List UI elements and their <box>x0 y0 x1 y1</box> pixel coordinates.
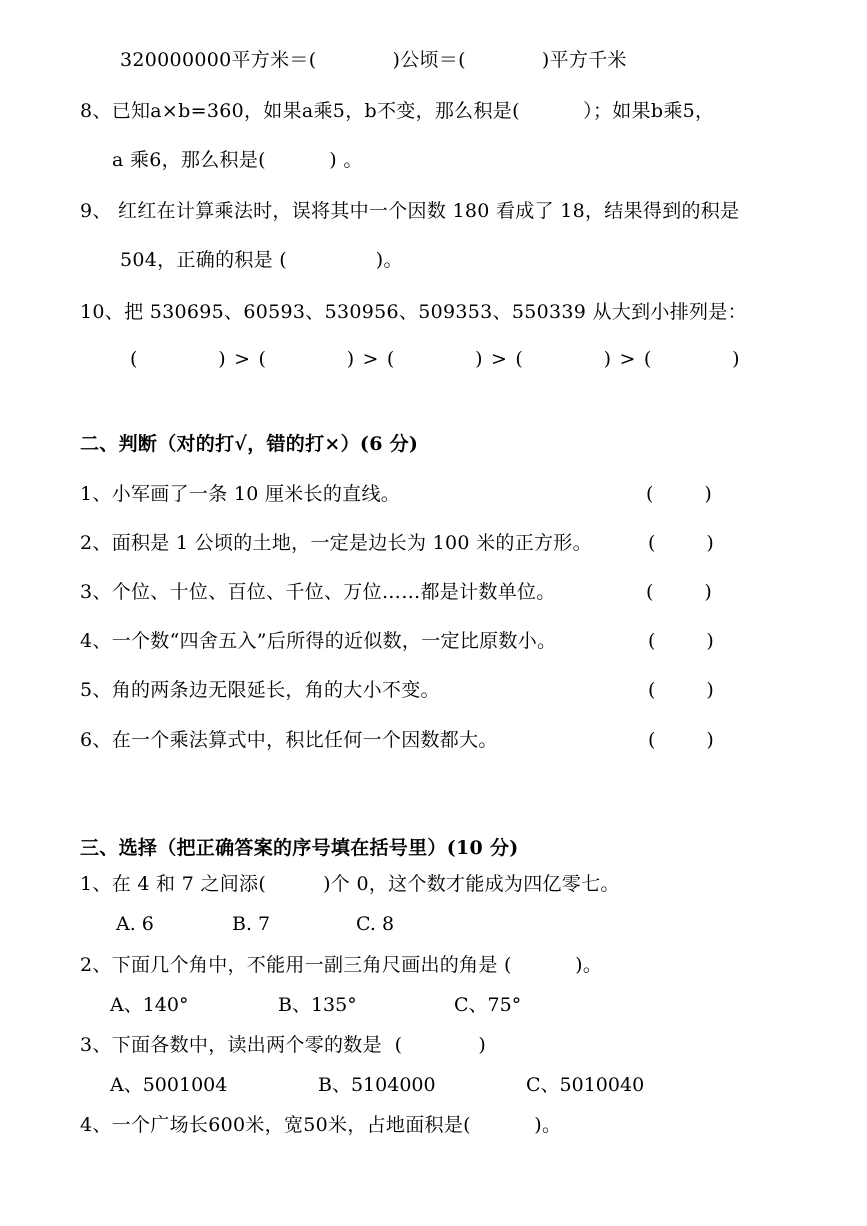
judge-item-5-bracket[interactable]: ( ) <box>648 679 715 701</box>
judge-item-3: 3、个位、十位、百位、千位、万位……都是计数单位。 <box>80 581 556 603</box>
judge-item-6: 6、在一个乘法算式中，积比任何一个因数都大。 <box>80 729 498 751</box>
question-9-line-1: 9、 红红在计算乘法时，误将其中一个因数 180 看成了 18，结果得到的积是 <box>80 200 740 222</box>
choice-q3-option-c[interactable]: C、5010040 <box>526 1074 645 1096</box>
judge-item-3-bracket[interactable]: ( ) <box>646 581 713 603</box>
question-9-line-2: 504，正确的积是 ( )。 <box>120 249 403 271</box>
choice-q1-option-b[interactable]: B. 7 <box>232 913 271 935</box>
judge-item-4: 4、一个数“四舍五入”后所得的近似数，一定比原数小。 <box>80 630 557 652</box>
choice-q2-option-c[interactable]: C、75° <box>454 994 522 1016</box>
choice-question-1: 1、在 4 和 7 之间添( )个 0，这个数才能成为四亿零七。 <box>80 873 620 895</box>
judge-item-6-bracket[interactable]: ( ) <box>648 729 715 751</box>
choice-q2-option-b[interactable]: B、135° <box>278 994 357 1016</box>
choice-q1-option-a[interactable]: A. 6 <box>116 913 154 935</box>
choice-q3-option-a[interactable]: A、5001004 <box>110 1074 228 1096</box>
choice-q1-option-c[interactable]: C. 8 <box>356 913 395 935</box>
section-choice-title: 三、选择（把正确答案的序号填在括号里）(10 分) <box>80 837 519 859</box>
judge-item-1: 1、小军画了一条 10 厘米长的直线。 <box>80 483 401 505</box>
question-10-answer-brackets: ( ) > ( ) > ( ) > ( ) > ( ) <box>130 348 741 370</box>
choice-q3-option-b[interactable]: B、5104000 <box>318 1074 436 1096</box>
choice-q2-option-a[interactable]: A、140° <box>110 994 189 1016</box>
judge-item-4-bracket[interactable]: ( ) <box>648 630 715 652</box>
question-8-line-1: 8、已知a×b=360，如果a乘5，b不变，那么积是( ）；如果b乘5， <box>80 100 715 122</box>
judge-item-2-bracket[interactable]: ( ) <box>648 532 715 554</box>
judge-item-5: 5、角的两条边无限延长，角的大小不变。 <box>80 679 440 701</box>
question-8-line-2: a 乘6，那么积是( ) 。 <box>112 149 363 171</box>
question-10-line-1: 10、把 530695、60593、530956、509353、550339 从大到小排列是： <box>80 301 747 323</box>
choice-question-4: 4、一个广场长600米，宽50米，占地面积是( )。 <box>80 1114 562 1136</box>
question-7-continuation: 320000000平方米＝( )公顷＝( )平方千米 <box>120 49 627 71</box>
section-judge-title: 二、判断（对的打√，错的打×）(6 分) <box>80 433 419 455</box>
choice-question-3: 3、下面各数中，读出两个零的数是 ( ) <box>80 1034 487 1056</box>
judge-item-2: 2、面积是 1 公顷的土地，一定是边长为 100 米的正方形。 <box>80 532 592 554</box>
judge-item-1-bracket[interactable]: ( ) <box>646 483 713 505</box>
choice-question-2: 2、下面几个角中，不能用一副三角尺画出的角是 ( )。 <box>80 954 603 976</box>
